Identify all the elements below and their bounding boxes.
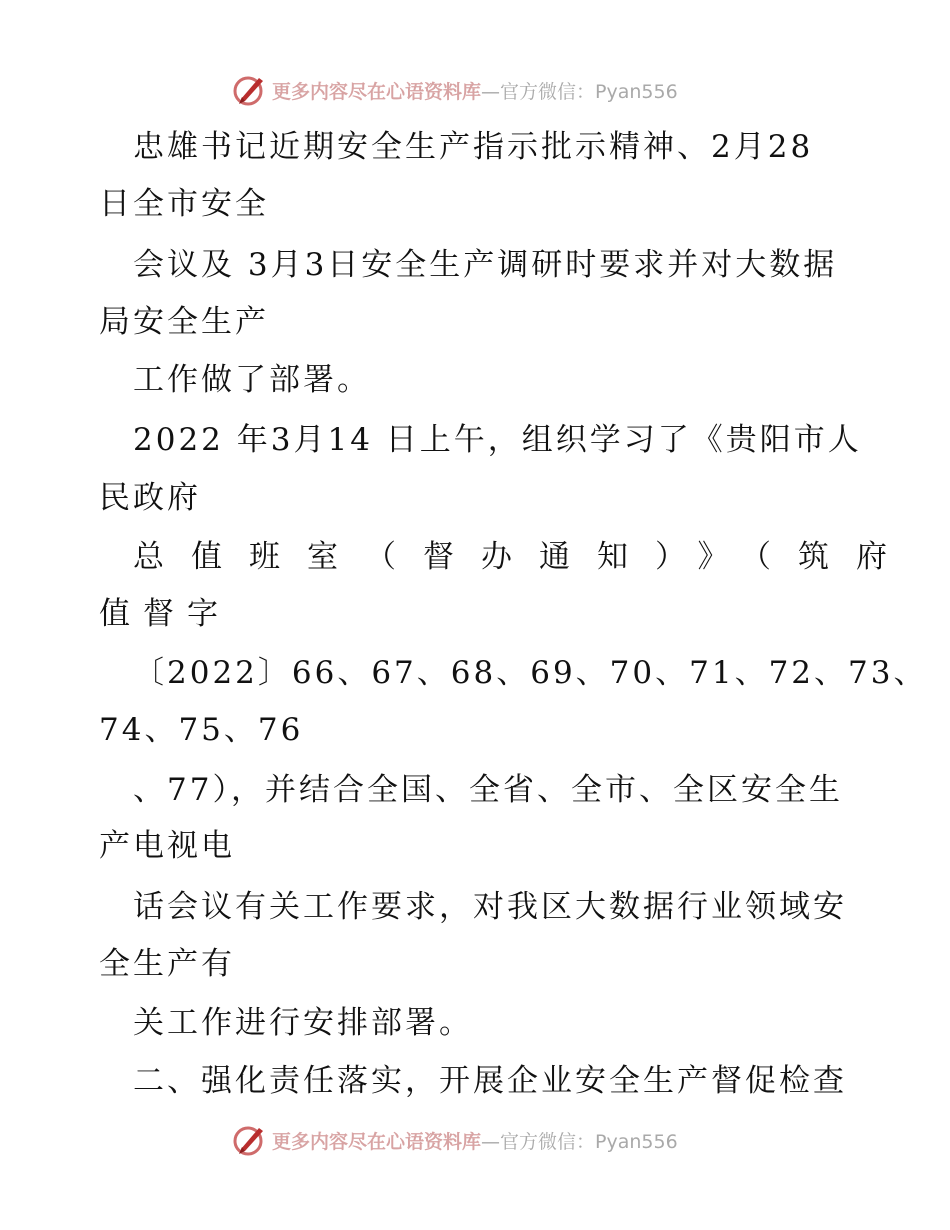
header-watermark bbox=[232, 73, 678, 107]
quill-pen-icon bbox=[232, 1123, 268, 1157]
text-line: 值督字 bbox=[99, 596, 231, 632]
text-line: 忠雄书记近期安全生产指示批示精神、2月28 bbox=[133, 129, 814, 165]
text-line: 、77），并结合全国、全省、全市、全区安全生 bbox=[133, 772, 843, 808]
watermark-brand: 更多内容尽在心语资料库 bbox=[272, 1130, 482, 1153]
footer-watermark bbox=[232, 1123, 678, 1157]
watermark-wechat: —官方微信：Pyan556 bbox=[481, 1130, 678, 1153]
text-line: 民政府 bbox=[99, 480, 201, 516]
text-line: 总值班室（督办通知）》（筑府 bbox=[133, 539, 914, 575]
text-line: 会议及 3月3日安全生产调研时要求并对大数据 bbox=[133, 247, 838, 283]
text-line: 全生产有 bbox=[99, 946, 235, 982]
text-line: 产电视电 bbox=[99, 828, 235, 864]
text-line: 二、强化责任落实，开展企业安全生产督促检查 bbox=[133, 1063, 847, 1099]
quill-pen-icon bbox=[232, 73, 268, 107]
watermark-brand: 更多内容尽在心语资料库 bbox=[272, 80, 482, 103]
watermark-wechat: —官方微信：Pyan556 bbox=[481, 80, 678, 103]
text-line: 74、75、76 bbox=[99, 712, 304, 748]
text-line: 2022 年3月14 日上午，组织学习了《贵阳市人 bbox=[133, 422, 862, 458]
text-line: 〔2022〕66、67、68、69、70、71、72、73、 bbox=[133, 655, 928, 691]
text-line: 日全市安全 bbox=[99, 186, 269, 222]
text-line: 关工作进行安排部署。 bbox=[133, 1005, 473, 1041]
text-line: 工作做了部署。 bbox=[133, 362, 371, 398]
text-line: 话会议有关工作要求，对我区大数据行业领域安 bbox=[133, 889, 847, 925]
text-line: 局安全生产 bbox=[99, 304, 269, 340]
